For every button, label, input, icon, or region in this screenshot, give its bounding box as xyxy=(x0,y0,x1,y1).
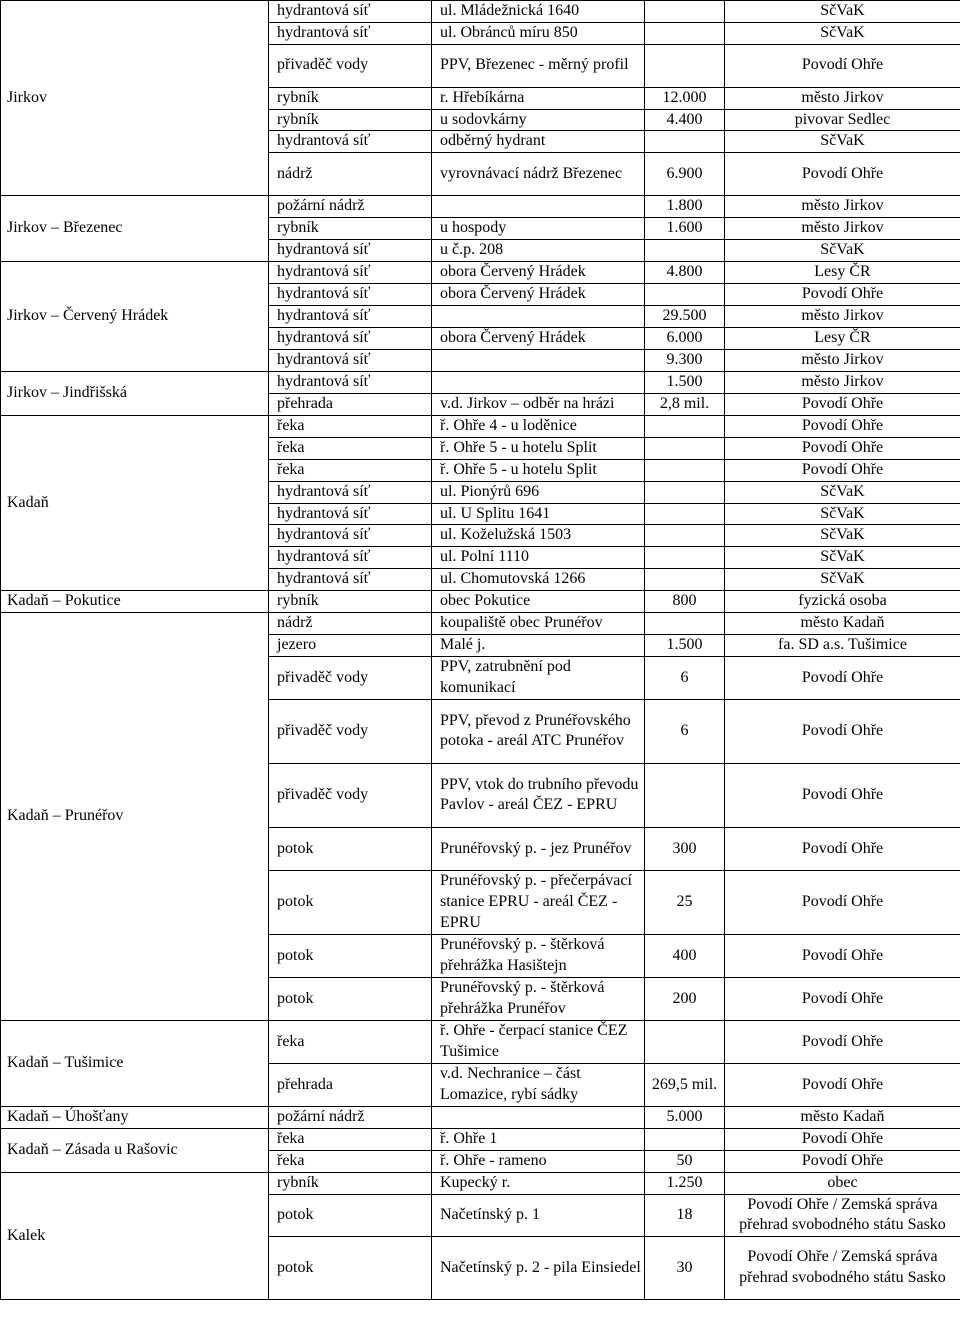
capacity-cell: 4.400 xyxy=(645,109,725,131)
location-cell: ř. Ohře 5 - u hotelu Split xyxy=(432,437,645,459)
owner-cell: Povodí Ohře xyxy=(725,415,960,437)
location-cell: u sodovkárny xyxy=(432,109,645,131)
source-type-cell: přehrada xyxy=(269,393,432,415)
owner-cell: SčVaK xyxy=(725,525,960,547)
source-type-cell: rybník xyxy=(269,1172,432,1194)
location-cell xyxy=(432,1106,645,1128)
table-row xyxy=(1,196,960,218)
capacity-cell xyxy=(645,131,725,153)
town-cell: Kadaň – Pokutice xyxy=(1,591,269,613)
owner-cell: Povodí Ohře xyxy=(725,1020,960,1063)
location-cell xyxy=(432,349,645,371)
capacity-cell: 6 xyxy=(645,699,725,763)
location-cell xyxy=(432,196,645,218)
source-type-cell: hydrantová síť xyxy=(269,327,432,349)
location-cell: ř. Ohře - čerpací stanice ČEZ Tušimice xyxy=(432,1020,645,1063)
owner-cell: SčVaK xyxy=(725,240,960,262)
capacity-cell: 29.500 xyxy=(645,305,725,327)
source-type-cell: řeka xyxy=(269,437,432,459)
town-cell: Jirkov – Březenec xyxy=(1,196,269,262)
owner-cell: SčVaK xyxy=(725,569,960,591)
source-type-cell: hydrantová síť xyxy=(269,371,432,393)
owner-cell: Lesy ČR xyxy=(725,327,960,349)
location-cell: PPV, zatrubnění pod komunikací xyxy=(432,656,645,699)
location-cell: r. Hřebíkárna xyxy=(432,87,645,109)
source-type-cell: rybník xyxy=(269,87,432,109)
location-cell: Načetínský p. 1 xyxy=(432,1194,645,1237)
capacity-cell: 30 xyxy=(645,1237,725,1300)
table-row xyxy=(1,371,960,393)
capacity-cell: 200 xyxy=(645,977,725,1020)
owner-cell: Povodí Ohře xyxy=(725,1128,960,1150)
capacity-cell xyxy=(645,503,725,525)
source-type-cell: hydrantová síť xyxy=(269,131,432,153)
location-cell: v.d. Jirkov – odběr na hrázi xyxy=(432,393,645,415)
capacity-cell: 6 xyxy=(645,656,725,699)
location-cell: obec Pokutice xyxy=(432,591,645,613)
source-type-cell: hydrantová síť xyxy=(269,305,432,327)
location-cell: vyrovnávací nádrž Březenec xyxy=(432,153,645,196)
capacity-cell xyxy=(645,415,725,437)
capacity-cell: 25 xyxy=(645,870,725,934)
source-type-cell: řeka xyxy=(269,1128,432,1150)
source-type-cell: požární nádrž xyxy=(269,1106,432,1128)
table-row xyxy=(1,262,960,284)
table-row xyxy=(1,1172,960,1194)
owner-cell: Povodí Ohře xyxy=(725,44,960,87)
capacity-cell: 5.000 xyxy=(645,1106,725,1128)
owner-cell: SčVaK xyxy=(725,481,960,503)
table-row xyxy=(1,1106,960,1128)
owner-cell: Povodí Ohře xyxy=(725,393,960,415)
location-cell: obora Červený Hrádek xyxy=(432,262,645,284)
owner-cell: Povodí Ohře / Zemská správa přehrad svobodného státu Sasko xyxy=(725,1194,960,1237)
location-cell: Malé j. xyxy=(432,635,645,657)
table-row xyxy=(1,415,960,437)
capacity-cell xyxy=(645,437,725,459)
source-type-cell: potok xyxy=(269,1194,432,1237)
location-cell: PPV, vtok do trubního převodu Pavlov - areál ČEZ - EPRU xyxy=(432,763,645,827)
location-cell: ul. U Splitu 1641 xyxy=(432,503,645,525)
capacity-cell xyxy=(645,23,725,45)
source-type-cell: rybník xyxy=(269,109,432,131)
location-cell: ul. Obránců míru 850 xyxy=(432,23,645,45)
location-cell: v.d. Nechranice – část Lomazice, rybí sádky xyxy=(432,1063,645,1106)
source-type-cell: potok xyxy=(269,870,432,934)
town-cell: Kadaň – Zásada u Rašovic xyxy=(1,1128,269,1172)
town-cell: Kadaň – Tušimice xyxy=(1,1020,269,1106)
capacity-cell: 12.000 xyxy=(645,87,725,109)
location-cell: ř. Ohře 4 - u loděnice xyxy=(432,415,645,437)
owner-cell: Povodí Ohře xyxy=(725,1150,960,1172)
owner-cell: město Kadaň xyxy=(725,1106,960,1128)
owner-cell: město Jirkov xyxy=(725,305,960,327)
owner-cell: Povodí Ohře xyxy=(725,977,960,1020)
source-type-cell: hydrantová síť xyxy=(269,240,432,262)
owner-cell: Povodí Ohře xyxy=(725,763,960,827)
capacity-cell xyxy=(645,613,725,635)
capacity-cell: 269,5 mil. xyxy=(645,1063,725,1106)
location-cell: ul. Pionýrů 696 xyxy=(432,481,645,503)
source-type-cell: hydrantová síť xyxy=(269,284,432,306)
source-type-cell: jezero xyxy=(269,635,432,657)
capacity-cell: 18 xyxy=(645,1194,725,1237)
location-cell: PPV, převod z Prunéřovského potoka - areál ATC Prunéřov xyxy=(432,699,645,763)
capacity-cell: 400 xyxy=(645,934,725,977)
capacity-cell xyxy=(645,481,725,503)
source-type-cell: přivaděč vody xyxy=(269,763,432,827)
owner-cell: SčVaK xyxy=(725,1,960,23)
location-cell: ul. Mládežnická 1640 xyxy=(432,1,645,23)
location-cell: ř. Ohře 1 xyxy=(432,1128,645,1150)
source-type-cell: hydrantová síť xyxy=(269,569,432,591)
capacity-cell: 6.900 xyxy=(645,153,725,196)
owner-cell: město Jirkov xyxy=(725,371,960,393)
capacity-cell xyxy=(645,1128,725,1150)
source-type-cell: nádrž xyxy=(269,153,432,196)
owner-cell: město Jirkov xyxy=(725,87,960,109)
source-type-cell: hydrantová síť xyxy=(269,23,432,45)
source-type-cell: hydrantová síť xyxy=(269,547,432,569)
source-type-cell: rybník xyxy=(269,218,432,240)
location-cell: obora Červený Hrádek xyxy=(432,284,645,306)
location-cell: u hospody xyxy=(432,218,645,240)
owner-cell: Povodí Ohře xyxy=(725,437,960,459)
source-type-cell: potok xyxy=(269,934,432,977)
capacity-cell xyxy=(645,569,725,591)
source-type-cell: hydrantová síť xyxy=(269,349,432,371)
location-cell: ř. Ohře 5 - u hotelu Split xyxy=(432,459,645,481)
source-type-cell: hydrantová síť xyxy=(269,481,432,503)
owner-cell: SčVaK xyxy=(725,503,960,525)
source-type-cell: řeka xyxy=(269,415,432,437)
town-cell: Kadaň – Prunéřov xyxy=(1,613,269,1021)
capacity-cell xyxy=(645,240,725,262)
table-row xyxy=(1,1,960,23)
location-cell: Prunéřovský p. - štěrková přehrážka Hasištejn xyxy=(432,934,645,977)
owner-cell: SčVaK xyxy=(725,131,960,153)
owner-cell: Povodí Ohře xyxy=(725,1063,960,1106)
location-cell: ul. Koželužská 1503 xyxy=(432,525,645,547)
source-type-cell: řeka xyxy=(269,1150,432,1172)
source-type-cell: rybník xyxy=(269,591,432,613)
location-cell: ř. Ohře - rameno xyxy=(432,1150,645,1172)
water-sources-table-body xyxy=(1,1,960,1300)
capacity-cell: 1.500 xyxy=(645,635,725,657)
owner-cell: Povodí Ohře / Zemská správa přehrad svobodného státu Sasko xyxy=(725,1237,960,1300)
town-cell: Jirkov – Červený Hrádek xyxy=(1,262,269,372)
owner-cell: fyzická osoba xyxy=(725,591,960,613)
source-type-cell: řeka xyxy=(269,459,432,481)
capacity-cell: 2,8 mil. xyxy=(645,393,725,415)
location-cell: Prunéřovský p. - jez Prunéřov xyxy=(432,827,645,870)
owner-cell: Lesy ČR xyxy=(725,262,960,284)
owner-cell: SčVaK xyxy=(725,547,960,569)
source-type-cell: potok xyxy=(269,827,432,870)
owner-cell: Povodí Ohře xyxy=(725,827,960,870)
capacity-cell xyxy=(645,525,725,547)
source-type-cell: hydrantová síť xyxy=(269,503,432,525)
table-row xyxy=(1,1020,960,1063)
town-cell: Jirkov – Jindřišská xyxy=(1,371,269,415)
location-cell xyxy=(432,305,645,327)
source-type-cell: požární nádrž xyxy=(269,196,432,218)
source-type-cell: potok xyxy=(269,1237,432,1300)
location-cell: PPV, Březenec - měrný profil xyxy=(432,44,645,87)
owner-cell: fa. SD a.s. Tušimice xyxy=(725,635,960,657)
capacity-cell: 1.500 xyxy=(645,371,725,393)
owner-cell: SčVaK xyxy=(725,23,960,45)
source-type-cell: přivaděč vody xyxy=(269,699,432,763)
owner-cell: město Jirkov xyxy=(725,349,960,371)
owner-cell: město Jirkov xyxy=(725,196,960,218)
table-row xyxy=(1,613,960,635)
source-type-cell: řeka xyxy=(269,1020,432,1063)
owner-cell: Povodí Ohře xyxy=(725,656,960,699)
location-cell: odběrný hydrant xyxy=(432,131,645,153)
source-type-cell: přivaděč vody xyxy=(269,656,432,699)
source-type-cell: přehrada xyxy=(269,1063,432,1106)
owner-cell: Povodí Ohře xyxy=(725,284,960,306)
town-cell: Kadaň – Úhošťany xyxy=(1,1106,269,1128)
capacity-cell: 800 xyxy=(645,591,725,613)
owner-cell: obec xyxy=(725,1172,960,1194)
owner-cell: Povodí Ohře xyxy=(725,459,960,481)
location-cell: Načetínský p. 2 - pila Einsiedel xyxy=(432,1237,645,1300)
source-type-cell: hydrantová síť xyxy=(269,262,432,284)
source-type-cell: nádrž xyxy=(269,613,432,635)
capacity-cell: 6.000 xyxy=(645,327,725,349)
capacity-cell: 1.600 xyxy=(645,218,725,240)
owner-cell: Povodí Ohře xyxy=(725,934,960,977)
town-cell: Jirkov xyxy=(1,1,269,196)
source-type-cell: přivaděč vody xyxy=(269,44,432,87)
capacity-cell xyxy=(645,763,725,827)
location-cell: Prunéřovský p. - štěrková přehrážka Prunéřov xyxy=(432,977,645,1020)
owner-cell: město Kadaň xyxy=(725,613,960,635)
source-type-cell: potok xyxy=(269,977,432,1020)
capacity-cell: 1.250 xyxy=(645,1172,725,1194)
location-cell xyxy=(432,371,645,393)
table-row xyxy=(1,1128,960,1150)
capacity-cell: 4.800 xyxy=(645,262,725,284)
source-type-cell: hydrantová síť xyxy=(269,525,432,547)
town-cell: Kalek xyxy=(1,1172,269,1299)
capacity-cell xyxy=(645,1020,725,1063)
source-type-cell: hydrantová síť xyxy=(269,1,432,23)
location-cell: obora Červený Hrádek xyxy=(432,327,645,349)
capacity-cell xyxy=(645,459,725,481)
capacity-cell: 50 xyxy=(645,1150,725,1172)
capacity-cell: 1.800 xyxy=(645,196,725,218)
owner-cell: Povodí Ohře xyxy=(725,153,960,196)
capacity-cell: 300 xyxy=(645,827,725,870)
capacity-cell xyxy=(645,284,725,306)
location-cell: ul. Chomutovská 1266 xyxy=(432,569,645,591)
capacity-cell xyxy=(645,547,725,569)
table-row xyxy=(1,591,960,613)
capacity-cell xyxy=(645,1,725,23)
location-cell: koupaliště obec Prunéřov xyxy=(432,613,645,635)
owner-cell: pivovar Sedlec xyxy=(725,109,960,131)
location-cell: ul. Polní 1110 xyxy=(432,547,645,569)
capacity-cell xyxy=(645,44,725,87)
owner-cell: Povodí Ohře xyxy=(725,870,960,934)
location-cell: u č.p. 208 xyxy=(432,240,645,262)
owner-cell: město Jirkov xyxy=(725,218,960,240)
owner-cell: Povodí Ohře xyxy=(725,699,960,763)
capacity-cell: 9.300 xyxy=(645,349,725,371)
town-cell: Kadaň xyxy=(1,415,269,591)
location-cell: Kupecký r. xyxy=(432,1172,645,1194)
location-cell: Prunéřovský p. - přečerpávací stanice EPRU - areál ČEZ - EPRU xyxy=(432,870,645,934)
